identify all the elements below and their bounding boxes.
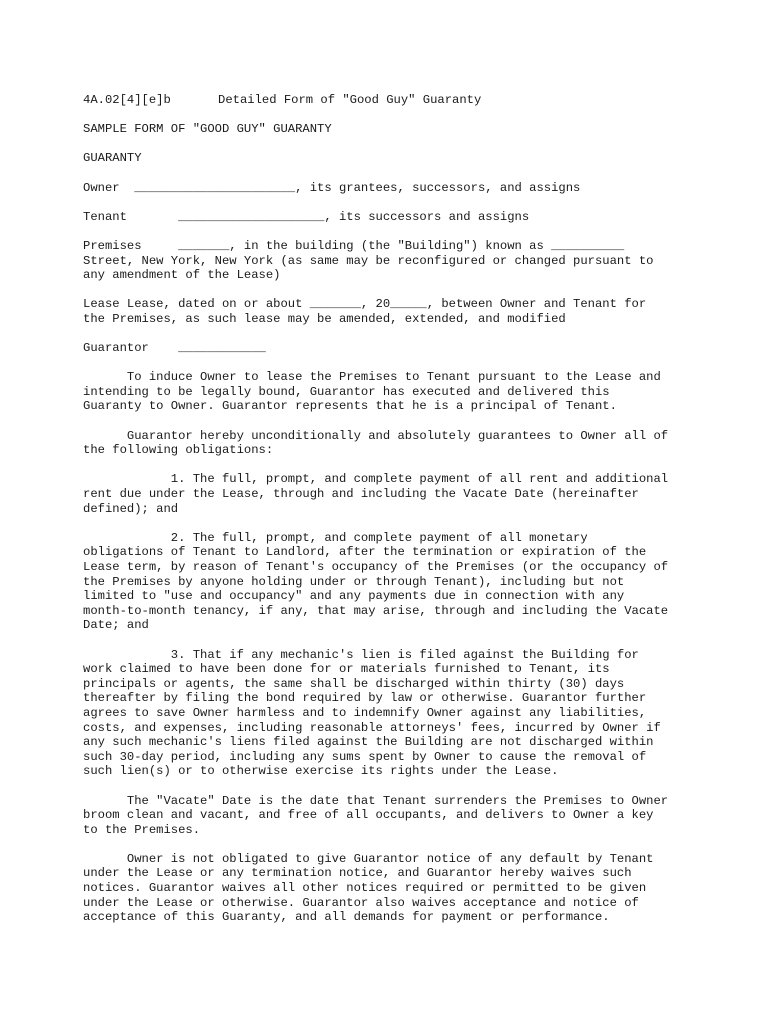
paragraph-line: the Premises by anyone holding under or through Tenant), including but not xyxy=(83,574,625,589)
paragraph-line: 2. The full, prompt, and complete payment of all monetary xyxy=(83,530,588,545)
paragraph-line: rent due under the Lease, through and including the Vacate Date (hereinafter xyxy=(83,487,639,502)
guarantor-field: Guarantor ____________ xyxy=(83,341,266,356)
paragraph-line: broom clean and vacant, and free of all occupants, and delivers to Owner a key xyxy=(83,808,654,823)
paragraph-line: work claimed to have been done for or materials furnished to Tenant, its xyxy=(83,662,610,677)
paragraph-line: principals or agents, the same shall be discharged within thirty (30) days xyxy=(83,676,625,691)
lease-field xyxy=(83,297,693,326)
paragraph-line: acceptance of this Guaranty, and all demands for payment or performance. xyxy=(83,910,610,925)
paragraph-line: intending to be legally bound, Guarantor has executed and delivered this xyxy=(83,384,610,399)
paragraph-line: The "Vacate" Date is the date that Tenant surrenders the Premises to Owner xyxy=(83,793,669,808)
document-body xyxy=(83,93,693,925)
premises-line: Street, New York, New York (as same may be reconfigured or changed pursuant to xyxy=(83,253,654,268)
premises-line: any amendment of the Lease) xyxy=(83,268,281,283)
guaranty-heading: GUARANTY xyxy=(83,151,142,166)
obligation-item-3 xyxy=(83,648,693,779)
paragraph-line: Owner is not obligated to give Guarantor notice of any default by Tenant xyxy=(83,851,654,866)
paragraph-line: any such mechanic's liens filed against the Building are not discharged within xyxy=(83,735,654,750)
paragraph-line: Date; and xyxy=(83,618,149,633)
lease-line: the Premises, as such lease may be amended, extended, and modified xyxy=(83,311,566,326)
paragraph-line: defined); and xyxy=(83,501,179,516)
section-title: Detailed Form of "Good Guy" Guaranty xyxy=(218,93,482,107)
notice-waiver-paragraph xyxy=(83,852,693,925)
inducement-paragraph xyxy=(83,370,693,414)
paragraph-line: to the Premises. xyxy=(83,822,201,837)
paragraph-line: costs, and expenses, including reasonable attorneys' fees, incurred by Owner if xyxy=(83,720,661,735)
paragraph-line: To induce Owner to lease the Premises to Tenant pursuant to the Lease and xyxy=(83,370,661,385)
section-header xyxy=(83,93,693,108)
paragraph-line: thereafter by filing the bond required by law or otherwise. Guarantor further xyxy=(83,691,647,706)
guarantee-paragraph xyxy=(83,429,693,458)
obligation-item-2 xyxy=(83,531,693,633)
obligation-item-1 xyxy=(83,472,693,516)
premises-field xyxy=(83,239,693,283)
vacate-date-paragraph xyxy=(83,794,693,838)
paragraph-line: notices. Guarantor waives all other notices required or permitted to be given xyxy=(83,881,647,896)
paragraph-line: such lien(s) or to otherwise exercise its rights under the Lease. xyxy=(83,764,559,779)
paragraph-line: Guarantor hereby unconditionally and absolutely guarantees to Owner all of xyxy=(83,428,669,443)
paragraph-line: obligations of Tenant to Landlord, after the termination or expiration of the xyxy=(83,545,647,560)
lease-line: Lease Lease, dated on or about _______, 20_____, between Owner and Tenant for xyxy=(83,297,647,312)
paragraph-line: Lease term, by reason of Tenant's occupancy of the Premises (or the occupancy of xyxy=(83,560,669,574)
tenant-field: Tenant ____________________, its successors and assigns xyxy=(83,209,530,224)
form-title: SAMPLE FORM OF "GOOD GUY" GUARANTY xyxy=(83,122,332,137)
section-reference: 4A.02[4][e]b xyxy=(83,93,171,107)
premises-line: Premises _______, in the building (the "Building") known as __________ xyxy=(83,238,625,253)
paragraph-line: under the Lease or any termination notice, and Guarantor hereby waives such xyxy=(83,866,632,881)
paragraph-line: 3. That if any mechanic's lien is filed against the Building for xyxy=(83,647,639,662)
paragraph-line: under the Lease or otherwise. Guarantor also waives acceptance and notice of xyxy=(83,895,639,910)
paragraph-line: such 30-day period, including any sums spent by Owner to cause the removal of xyxy=(83,749,647,764)
paragraph-line: agrees to save Owner harmless and to indemnify Owner against any liabilities, xyxy=(83,705,647,720)
paragraph-line: month-to-month tenancy, if any, that may arise, through and including the Vacate xyxy=(83,603,669,618)
paragraph-line: Guaranty to Owner. Guarantor represents that he is a principal of Tenant. xyxy=(83,399,617,414)
paragraph-line: limited to "use and occupancy" and any payments due in connection with any xyxy=(83,589,625,604)
owner-field: Owner ______________________, its grantees, successors, and assigns xyxy=(83,180,581,195)
paragraph-line: 1. The full, prompt, and complete payment of all rent and additional xyxy=(83,472,669,487)
paragraph-line: the following obligations: xyxy=(83,443,274,458)
